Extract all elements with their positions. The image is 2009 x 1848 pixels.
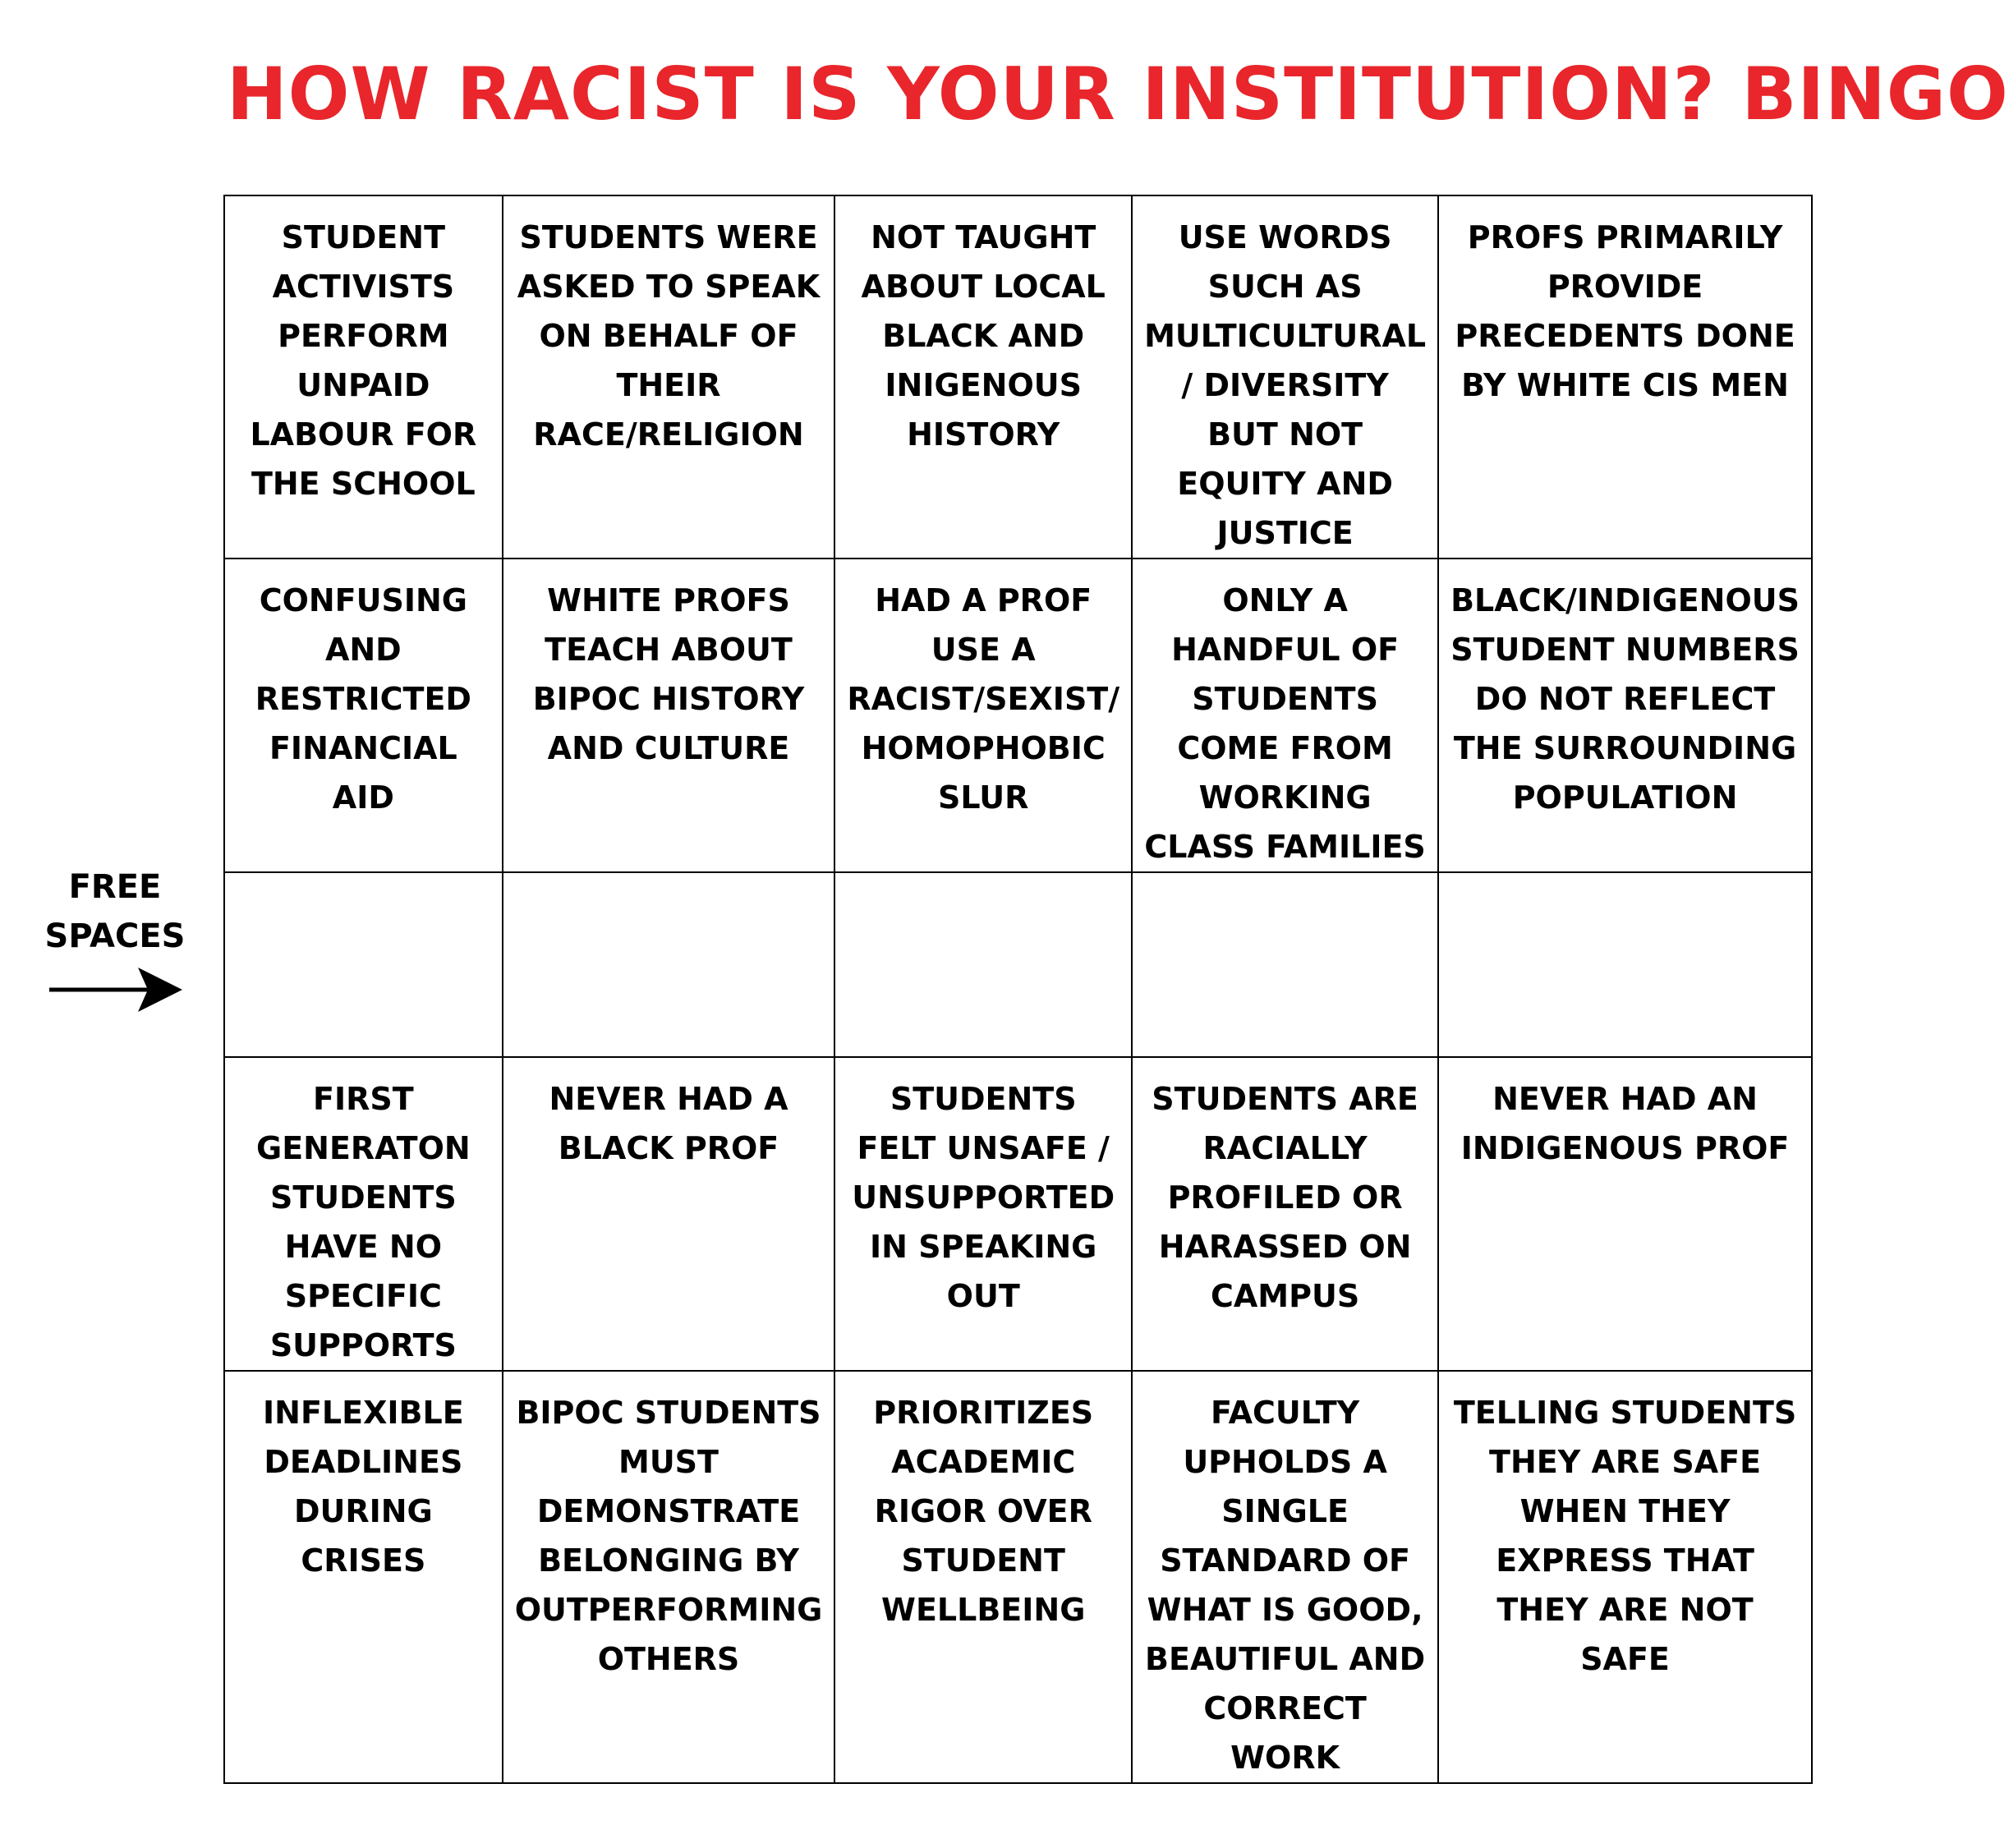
bingo-cell-text: ONLY A HANDFUL OF STUDENTS COME FROM WORKING CLASS FAMILIES [1144,582,1426,865]
bingo-cell-text: PROFS PRIMARILY PROVIDE PRECEDENTS DONE BY WHITE CIS MEN [1455,219,1795,403]
bingo-cell-text: STUDENT ACTIVISTS PERFORM UNPAID LABOUR FOR THE SCHOOL [250,219,477,502]
bingo-cell[interactable] [835,196,1133,559]
bingo-cell[interactable] [225,559,503,873]
free-space-cell[interactable] [1439,873,1811,1058]
bingo-cell[interactable] [835,559,1133,873]
bingo-cell-text: NOT TAUGHT ABOUT LOCAL BLACK AND INIGENOUS HISTORY [861,219,1106,453]
bingo-cell-text: NEVER HAD A BLACK PROF [549,1081,788,1166]
bingo-cell[interactable] [1133,1372,1439,1782]
bingo-cell[interactable] [503,1372,836,1782]
free-spaces-label-line1: FREE [68,868,162,906]
bingo-cell[interactable] [225,196,503,559]
free-spaces-label-line2: SPACES [44,917,186,955]
bingo-cell-text: HAD A PROF USE A RACIST/SEXIST/ HOMOPHOBIC SLUR [847,582,1120,816]
bingo-cell-text: CONFUSING AND RESTRICTED FINANCIAL AID [255,582,471,816]
bingo-cell-text: FACULTY UPHOLDS A SINGLE STANDARD OF WHAT IS GOOD, BEAUTIFUL AND CORRECT WORK [1145,1395,1426,1776]
bingo-cell-text: WHITE PROFS TEACH ABOUT BIPOC HISTORY AND CULTURE [532,582,805,766]
bingo-cell-text: NEVER HAD AN INDIGENOUS PROF [1460,1081,1790,1166]
bingo-cell[interactable] [1133,1058,1439,1372]
bingo-cell[interactable] [1439,559,1811,873]
page-title: HOW RACIST IS YOUR INSTITUTION? BINGO [227,52,2009,136]
arrow-right-icon [46,961,186,1018]
bingo-cell-text: USE WORDS SUCH AS MULTICULTURAL / DIVERSITY BUT NOT EQUITY AND JUSTICE [1144,219,1427,551]
bingo-cell[interactable] [225,1058,503,1372]
bingo-cell-text: STUDENTS FELT UNSAFE / UNSUPPORTED IN SPEAKING OUT [852,1081,1115,1314]
bingo-board [223,195,1813,1784]
bingo-cell[interactable] [1439,196,1811,559]
bingo-cell[interactable] [225,1372,503,1782]
bingo-cell[interactable] [503,1058,836,1372]
bingo-cell-text: INFLEXIBLE DEADLINES DURING CRISES [263,1395,464,1579]
free-space-cell[interactable] [835,873,1133,1058]
free-spaces-label [33,862,197,961]
bingo-cell[interactable] [503,559,836,873]
bingo-cell[interactable] [835,1372,1133,1782]
bingo-cell-text: TELLING STUDENTS THEY ARE SAFE WHEN THEY EXPRESS THAT THEY ARE NOT SAFE [1453,1395,1797,1677]
bingo-cell[interactable] [1439,1372,1811,1782]
bingo-cell[interactable] [1133,559,1439,873]
bingo-cell-text: PRIORITIZES ACADEMIC RIGOR OVER STUDENT WELLBEING [873,1395,1094,1628]
bingo-cell-text: BLACK/INDIGENOUS STUDENT NUMBERS DO NOT REFLECT THE SURROUNDING POPULATION [1450,582,1800,816]
bingo-cell-text: FIRST GENERATON STUDENTS HAVE NO SPECIFIC SUPPORTS [256,1081,471,1363]
bingo-cell[interactable] [1439,1058,1811,1372]
bingo-cell-text: STUDENTS ARE RACIALLY PROFILED OR HARASSED ON CAMPUS [1152,1081,1418,1314]
bingo-cell[interactable] [835,1058,1133,1372]
bingo-cell[interactable] [1133,196,1439,559]
bingo-cell-text: STUDENTS WERE ASKED TO SPEAK ON BEHALF OF THEIR RACE/RELIGION [517,219,821,453]
free-space-cell[interactable] [1133,873,1439,1058]
bingo-cell-text: BIPOC STUDENTS MUST DEMONSTRATE BELONGING BY OUTPERFORMING OTHERS [514,1395,823,1677]
free-space-cell[interactable] [503,873,836,1058]
bingo-cell[interactable] [503,196,836,559]
free-space-cell[interactable] [225,873,503,1058]
